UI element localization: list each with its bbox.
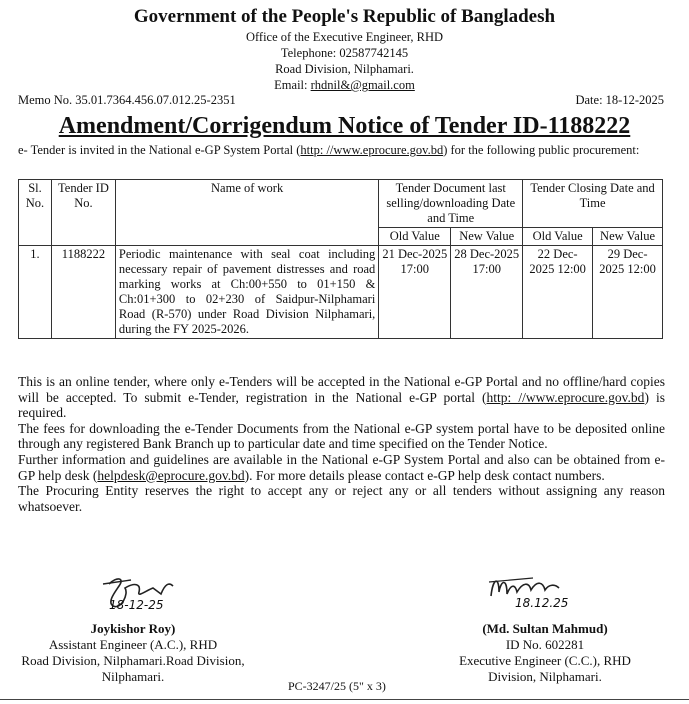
right-signature-date: 18.12.25 [515,596,569,610]
notice-title: Amendment/Corrigendum Notice of Tender ID-1188222 [58,113,631,139]
col-close-new-value: New Value [593,228,663,246]
paragraph-fees: The fees for downloading the e-Tender Documents from the National e-GP system portal have to be deposited online through any registered Bank Branch up to particular date and time specified on the Tender Notice. [18,420,665,452]
eprocure-link-2[interactable]: http: //www.eprocure.gov.bd [486,389,645,405]
tender-table [18,179,663,339]
cell-sl: 1. [19,246,52,339]
table-row [19,246,663,339]
left-signatory-name: Joykishor Roy) [90,621,176,636]
paragraph-guidelines [18,452,665,483]
eprocure-link[interactable]: http: //www.eprocure.gov.bd [300,143,444,157]
intro-after: ) for the following public procurement: [443,143,640,157]
government-title: Government of the People's Republic of Bangladesh [133,6,556,27]
right-signature [485,568,595,619]
right-signatory-name: (Md. Sultan Mahmud) [482,621,608,636]
email-link[interactable]: rhdnil&@gmail.com [310,78,415,92]
right-signatory [440,621,650,685]
notice-date: Date: 18-12-2025 [575,93,664,107]
cell-close-old: 22 Dec-2025 12:00 [523,246,593,339]
bottom-divider [0,699,689,700]
col-name-of-work: Name of work [115,180,378,246]
telephone: Telephone: 02587742145 [280,46,409,60]
col-closing-date: Tender Closing Date and Time [523,180,663,228]
p1-after: ) is required. [18,389,666,421]
division-name: Road Division, Nilphamari. [275,62,414,76]
left-signature [95,572,215,623]
email-label: Email: [274,78,311,92]
table-header-row [19,180,663,228]
cell-tender-id: 1188222 [51,246,115,339]
cell-doc-old: 21 Dec-2025 17:00 [379,246,451,339]
cell-name-of-work: Periodic maintenance with seal coat including necessary repair of pavement distresses and road marking works at Ch:00+550 to 01+150 & Ch:01+300 to 02+230 of Saidpur-Nilphamari Road (R-570) under Road Division Nilphamari, during the FY 2025-2026. [115,246,378,339]
col-doc-old-value: Old Value [379,228,451,246]
p3-before: Further information and guidelines are available in the National e-GP System Portal and also can be obtained from e-GP help desk ( [18,451,665,483]
left-signature-date: 18-12-25 [109,598,164,612]
right-signatory-id: ID No. 602281 [505,637,585,652]
email-line [0,78,689,93]
cell-doc-new: 28 Dec-2025 17:00 [451,246,523,339]
notice-body [18,374,665,514]
left-signatory-designation: Assistant Engineer (A.C.), RHD [48,637,218,652]
paragraph-rights: The Procuring Entity reserves the right to accept any or reject any or all tenders without assigning any reason whatsoever. [18,483,665,514]
intro-text [18,143,663,158]
col-tender-id: Tender ID No. [51,180,115,246]
left-signatory [18,621,248,685]
col-doc-new-value: New Value [451,228,523,246]
col-doc-selling-date: Tender Document last selling/downloading Date and Time [379,180,523,228]
p1-before: This is an online tender, where only e-Tenders will be accepted in the National e-GP Portal and no offline/hard copies will be accepted. To submit e-Tender, registration in the National e-GP portal ( [18,374,665,405]
pc-number: PC-3247/25 (5" x 3) [288,679,386,693]
left-signatory-office: Road Division, Nilphamari.Road Division, Nilphamari. [21,653,245,684]
right-signatory-office: Division, Nilphamari. [488,669,602,684]
paragraph-online-tender [18,374,665,421]
intro-before: e- Tender is invited in the National e-GP System Portal ( [18,143,301,157]
memo-number: Memo No. 35.01.7364.456.07.012.25-2351 [18,93,236,107]
helpdesk-email-link[interactable]: helpdesk@eprocure.gov.bd [97,467,245,483]
right-signatory-designation: Executive Engineer (C.C.), RHD [459,653,631,668]
cell-close-new: 29 Dec-2025 12:00 [593,246,663,339]
office-name: Office of the Executive Engineer, RHD [245,30,444,44]
p3-after: ). For more details please contact e-GP help desk contact numbers. [244,467,605,483]
col-close-old-value: Old Value [523,228,593,246]
col-sl-no: Sl. No. [19,180,52,246]
